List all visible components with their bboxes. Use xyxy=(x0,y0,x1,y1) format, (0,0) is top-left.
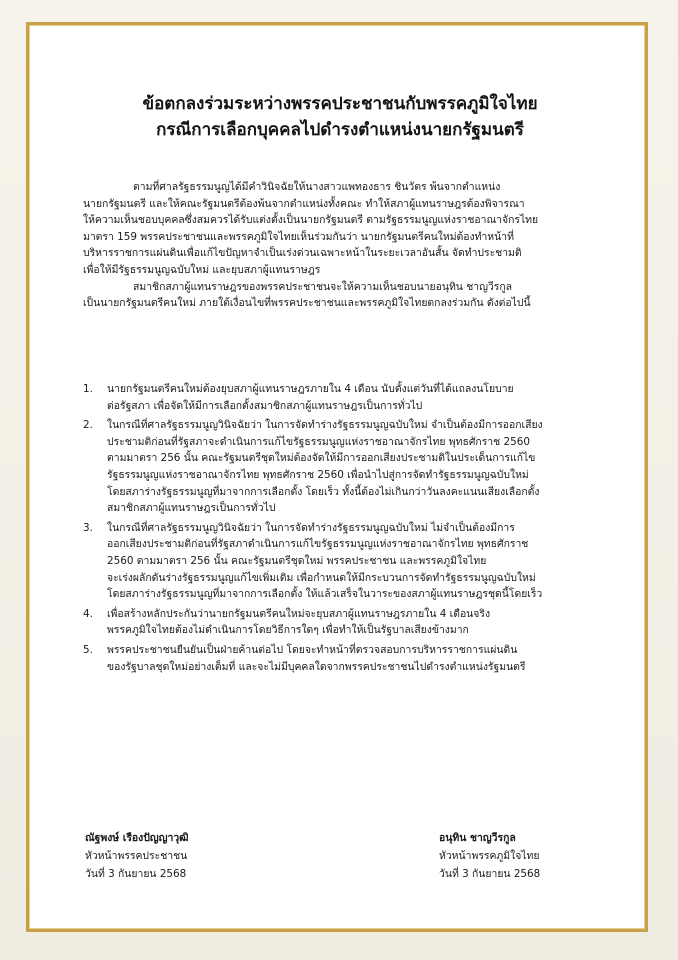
condition-line: ในกรณีที่ศาลรัฐธรรมนูญวินิจฉัยว่า ในการจัดทำร่างรัฐธรรมนูญฉบับใหม่ ไม่จำเป็นต้องมีการ xyxy=(107,521,515,534)
signatory-position: หัวหน้าพรรคประชาชน xyxy=(85,850,188,862)
intro-p1-line: นายกรัฐมนตรี และให้คณะรัฐมนตรีต้องพ้นจากตำแหน่งทั้งคณะ ทำให้สภาผู้แทนราษฎรต้องพิจารณา xyxy=(83,197,525,210)
condition-line: พรรคภูมิใจไทยต้องไม่ดำเนินการโดยวิธีการใดๆ เพื่อทำให้เป็นรัฐบาลเสียงข้างมาก xyxy=(107,624,469,637)
condition-item xyxy=(83,642,623,675)
condition-line: ออกเสียงประชามติก่อนที่รัฐสภาดำเนินการแก้ไขรัฐธรรมนูญแห่งราชอาณาจักรไทย พุทธศักราช xyxy=(107,538,529,551)
title-line-2: กรณีการเลือกบุคคลไปดำรงตำแหน่งนายกรัฐมนตรี xyxy=(156,120,524,140)
signatory-name: อนุทิน ชาญวีรกูล xyxy=(439,832,516,844)
condition-line: ของรัฐบาลชุดใหม่อย่างเต็มที่ และจะไม่มีบุคคลใดจากพรรคประชาชนไปดำรงตำแหน่งรัฐมนตรี xyxy=(107,660,526,673)
condition-line: ประชามติก่อนที่รัฐสภาจะดำเนินการแก้ไขรัฐธรรมนูญแห่งราชอาณาจักรไทย พุทธศักราช 2560 xyxy=(107,435,530,448)
condition-number: 5. xyxy=(83,643,93,656)
condition-item xyxy=(83,520,623,603)
intro-p2-line: เป็นนายกรัฐมนตรีคนใหม่ ภายใต้เงื่อนไขที่พรรคประชาชนและพรรคภูมิใจไทยตกลงร่วมกัน ดังต่อไปนี้ xyxy=(83,297,531,310)
signature-date: วันที่ 3 กันยายน 2568 xyxy=(439,868,541,880)
signature-date: วันที่ 3 กันยายน 2568 xyxy=(85,868,187,880)
condition-line: พรรคประชาชนยืนยันเป็นฝ่ายค้านต่อไป โดยจะทำหน้าที่ตรวจสอบการบริหารราชการแผ่นดิน xyxy=(107,643,518,656)
intro-p1-line: บริหารราชการแผ่นดินเพื่อแก้ไขปัญหาจำเป็นเร่งด่วนเฉพาะหน้าในระยะเวลาอันสั้น จัดทำประชามติ xyxy=(83,247,522,260)
condition-number: 2. xyxy=(83,419,93,432)
signature-block-right xyxy=(439,829,540,883)
condition-item xyxy=(83,606,623,639)
condition-number: 1. xyxy=(83,383,93,395)
condition-item xyxy=(83,381,623,414)
intro-p1-line: เพื่อให้มีรัฐธรรมนูญฉบับใหม่ และยุบสภาผู้แทนราษฎร xyxy=(83,263,321,276)
condition-line: เพื่อสร้างหลักประกันว่านายกรัฐมนตรีคนใหม่จะยุบสภาผู้แทนราษฎรภายใน 4 เดือนจริง xyxy=(107,607,491,620)
signatory-name: ณัฐพงษ์ เรืองปัญญาวุฒิ xyxy=(85,832,189,844)
title-line-1: ข้อตกลงร่วมระหว่างพรรคประชาชนกับพรรคภูมิใจไทย xyxy=(142,94,538,114)
condition-number: 3. xyxy=(83,521,93,534)
document-title xyxy=(29,91,651,143)
condition-line: ต่อรัฐสภา เพื่อจัดให้มีการเลือกตั้งสมาชิกสภาผู้แทนราษฎรเป็นการทั่วไป xyxy=(107,399,423,412)
condition-line: โดยสภาร่างรัฐธรรมนูญที่มาจากการเลือกตั้ง ให้แล้วเสร็จในวาระของสภาผู้แทนราษฎรชุดนี้โดยเร็ว xyxy=(107,588,543,601)
intro-paragraphs xyxy=(83,179,603,312)
condition-number: 4. xyxy=(83,607,93,620)
intro-p1-line: มาตรา 159 พรรคประชาชนและพรรคภูมิใจไทยเห็นร่วมกันว่า นายกรัฐมนตรีคนใหม่ต้องทำหน้าที่ xyxy=(83,230,514,243)
intro-p1-line: ให้ความเห็นชอบบุคคลซึ่งสมควรได้รับแต่งตั้งเป็นนายกรัฐมนตรี ตามรัฐธรรมนูญแห่งราชอาณาจักรไทย xyxy=(83,214,539,227)
signature-block-left xyxy=(85,829,189,883)
condition-item xyxy=(83,417,623,517)
intro-p2-line: สมาชิกสภาผู้แทนราษฎรของพรรคประชาชนจะให้ความเห็นชอบนายอนุทิน ชาญวีรกูล xyxy=(133,280,513,293)
condition-line: โดยสภาร่างรัฐธรรมนูญที่มาจากการเลือกตั้ง โดยเร็ว ทั้งนี้ต้องไม่เกินกว่าวันลงคะแนนเสียงเลือกตั้ง xyxy=(107,485,540,498)
intro-p1-line: ตามที่ศาลรัฐธรรมนูญได้มีคำวินิจฉัยให้นางสาวแพทองธาร ชินวัตร พ้นจากตำแหน่ง xyxy=(133,181,501,193)
conditions-list xyxy=(83,381,623,678)
signatory-position: หัวหน้าพรรคภูมิใจไทย xyxy=(439,850,540,862)
condition-line: นายกรัฐมนตรีคนใหม่ต้องยุบสภาผู้แทนราษฎรภายใน 4 เดือน นับตั้งแต่วันที่ได้แถลงนโยบาย xyxy=(107,383,514,395)
condition-line: สมาชิกสภาผู้แทนราษฎรเป็นการทั่วไป xyxy=(107,502,276,515)
condition-line: 2560 ตามมาตรา 256 นั้น คณะรัฐมนตรีชุดใหม่ พรรคประชาชน และพรรคภูมิใจไทย xyxy=(107,554,487,567)
condition-line: จะเร่งผลักดันร่างรัฐธรรมนูญแก้ไขเพิ่มเติม เพื่อกำหนดให้มีกระบวนการจัดทำรัฐธรรมนูญฉบับใหม่ xyxy=(107,571,536,584)
condition-line: ในกรณีที่ศาลรัฐธรรมนูญวินิจฉัยว่า ในการจัดทำร่างรัฐธรรมนูญฉบับใหม่ จำเป็นต้องมีการออกเสียง xyxy=(107,419,543,432)
condition-line: ตามมาตรา 256 นั้น คณะรัฐมนตรีชุดใหม่ต้องจัดให้มีการออกเสียงประชามติในประเด็นการแก้ไข xyxy=(107,452,536,465)
condition-line: รัฐธรรมนูญแห่งราชอาณาจักรไทย พุทธศักราช 2560 เพื่อนำไปสู่การจัดทำรัฐธรรมนูญฉบับใหม่ xyxy=(107,468,529,481)
document-frame xyxy=(26,22,648,932)
